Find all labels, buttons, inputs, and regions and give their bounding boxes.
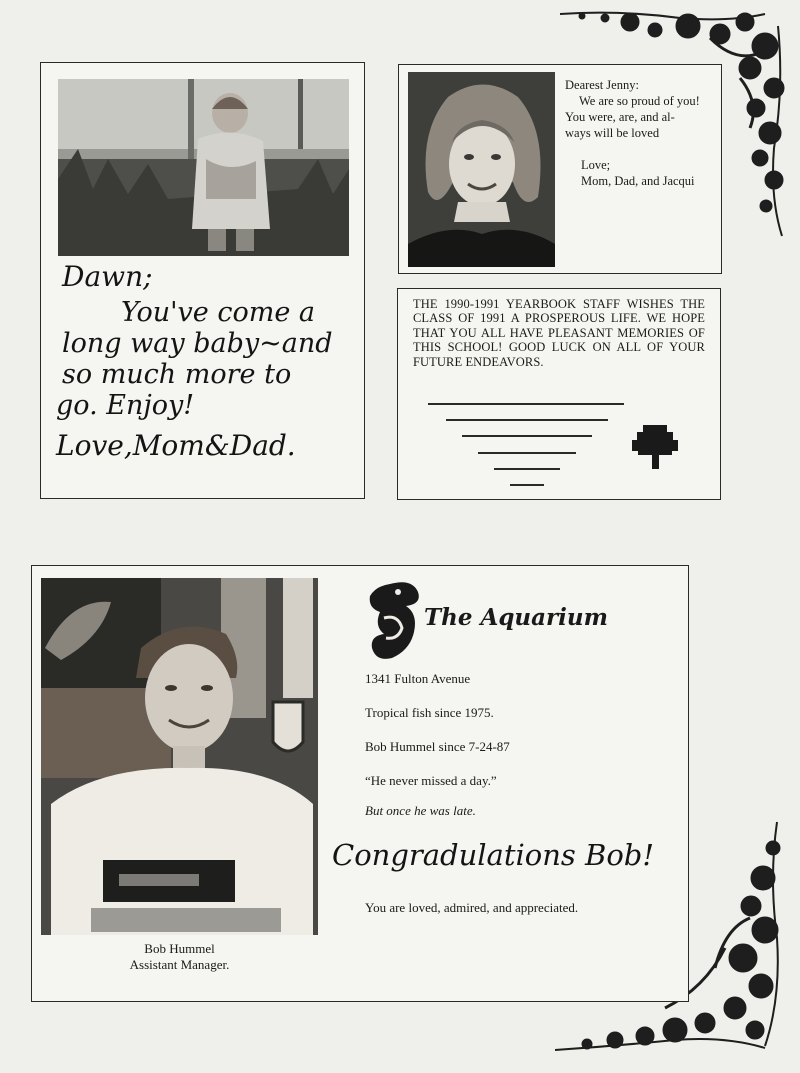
- senior-portrait: [408, 72, 555, 267]
- divider-line: [494, 468, 560, 470]
- congratulations-headline: Congradulations Bob!: [332, 838, 655, 872]
- greeting-text: Dawn;: [62, 260, 153, 293]
- photo-caption-title: Assistant Manager.: [129, 957, 230, 972]
- message-line-2: long way baby~and: [62, 328, 333, 359]
- message-line-2: You were, are, and al-: [565, 110, 675, 124]
- quote-followup-text: But once he was late.: [365, 803, 476, 818]
- tree-icon: [632, 425, 678, 469]
- message-line-4: go. Enjoy!: [56, 390, 195, 421]
- closing-text: You are loved, admired, and appreciated.: [365, 900, 579, 915]
- divider-line: [428, 403, 624, 405]
- aquarium-logo: [362, 578, 608, 664]
- yearbook-staff-ad: [397, 288, 721, 500]
- toddler-photo: [58, 79, 349, 256]
- employee-since-text: Bob Hummel since 7-24-87: [365, 739, 510, 754]
- message-line-1: You've come a: [121, 297, 315, 328]
- divider-line: [510, 484, 544, 486]
- jenny-congratulation-ad: [398, 64, 722, 274]
- tagline-text: Tropical fish since 1975.: [365, 705, 494, 720]
- greeting-text: Dearest Jenny:: [565, 78, 639, 92]
- aquarium-ad: [31, 565, 689, 1002]
- divider-line: [446, 419, 608, 421]
- aquarium-logo-text: The Aquarium: [424, 604, 608, 631]
- dawn-congratulation-ad: [40, 62, 365, 499]
- message-line-3: ways will be loved: [565, 126, 660, 140]
- divider-line: [478, 452, 576, 454]
- message-line-1: We are so proud of you!: [579, 94, 700, 108]
- signature-text: Love,Mom&Dad.: [56, 429, 296, 462]
- closing-text: Love;: [581, 158, 611, 172]
- divider-line: [462, 435, 592, 437]
- address-text: 1341 Fulton Avenue: [365, 671, 471, 686]
- bob-portrait: [41, 578, 318, 935]
- photo-caption-name: Bob Hummel: [144, 941, 215, 956]
- staff-message: THE 1990-1991 YEARBOOK STAFF WISHES THE CLASS OF 1991 A PROSPEROUS LIFE. WE HOPE THAT YOU ALL HAVE PLEASANT MEMORIES OF THIS SCHOOL! GOOD LUCK ON ALL OF YOUR FUTURE ENDEAVORS.: [413, 297, 705, 369]
- signature-text: Mom, Dad, and Jacqui: [581, 174, 695, 188]
- seahorse-icon: [362, 578, 432, 664]
- quote-text: “He never missed a day.”: [365, 773, 497, 788]
- message-line-3: so much more to: [62, 359, 292, 390]
